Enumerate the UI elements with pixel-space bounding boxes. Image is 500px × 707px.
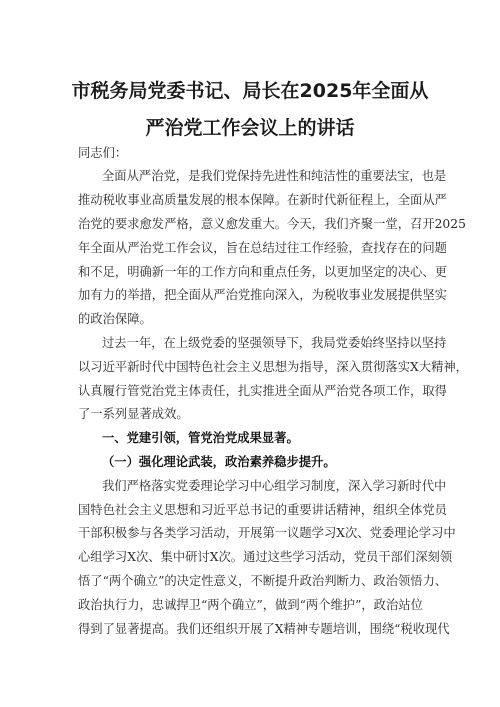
paragraph-1-line: 推动税收事业高质量发展的根本保障。在新时代新征程上，全面从严	[78, 193, 447, 207]
paragraph-1-line: 和不足，明确新一年的工作方向和重点任务，以更加坚定的决心、更	[78, 265, 447, 279]
paragraph-1-line: 的政治保障。	[78, 312, 152, 326]
document-title-line-1: 市税务局党委书记、局长在2025年全面从	[71, 80, 429, 102]
paragraph-2-line: 认真履行管党治党主体责任，扎实推进全面从严治党各项工作，取得	[78, 384, 447, 398]
paragraph-3-line: 政治执行力，忠诚捍卫“两个确立”，做到“两个维护”，政治站位	[78, 598, 423, 612]
paragraph-2-line: 过去一年，在上级党委的坚强领导下，我局党委始终坚持以坚持	[102, 336, 447, 350]
paragraph-2-line: 以习近平新时代中国特色社会主义思想为指导，深入贯彻落实X大精神，	[78, 360, 468, 374]
paragraph-3-line: 得到了显著提高。我们还组织开展了X精神专题培训，围绕“税收现代	[78, 622, 450, 636]
section-heading-1: 一、党建引领，管党治党成果显著。	[102, 430, 299, 445]
paragraph-3-line: 干部积极参与各类学习活动，开展第一议题学习X次、党委理论学习中	[78, 526, 456, 540]
paragraph-1-line: 治党的要求愈发严格，意义愈发重大。今天，我们齐聚一堂，召开2025	[78, 217, 466, 231]
paragraph-3-line: 我们严格落实党委理论学习中心组学习制度，深入学习新时代中	[102, 479, 447, 493]
salutation: 同志们：	[78, 146, 128, 160]
paragraph-3-line: 国特色社会主义思想和习近平总书记的重要讲话精神，组织全体党员	[78, 503, 447, 517]
document-title-line-2: 严治党工作会议上的讲话	[145, 117, 355, 139]
subsection-heading-1: （一）强化理论武装，政治素养稳步提升。	[102, 454, 336, 469]
paragraph-1-line: 全面从严治党，是我们党保持先进性和纯洁性的重要法宝，也是	[102, 169, 447, 183]
paragraph-1-line: 年全面从严治党工作会议，旨在总结过往工作经验，查找存在的问题	[78, 241, 447, 255]
paragraph-3-line: 悟了“两个确立”的决定性意义，不断提升政治判断力、政治领悟力、	[78, 574, 448, 588]
paragraph-2-line: 了一系列显著成效。	[78, 407, 189, 421]
paragraph-1-line: 加有力的举措，把全面从严治党推向深入，为税收事业发展提供坚实	[78, 288, 447, 302]
paragraph-3-line: 心组学习X次、集中研讨X次。通过这些学习活动，党员干部们深刻领	[78, 550, 453, 564]
